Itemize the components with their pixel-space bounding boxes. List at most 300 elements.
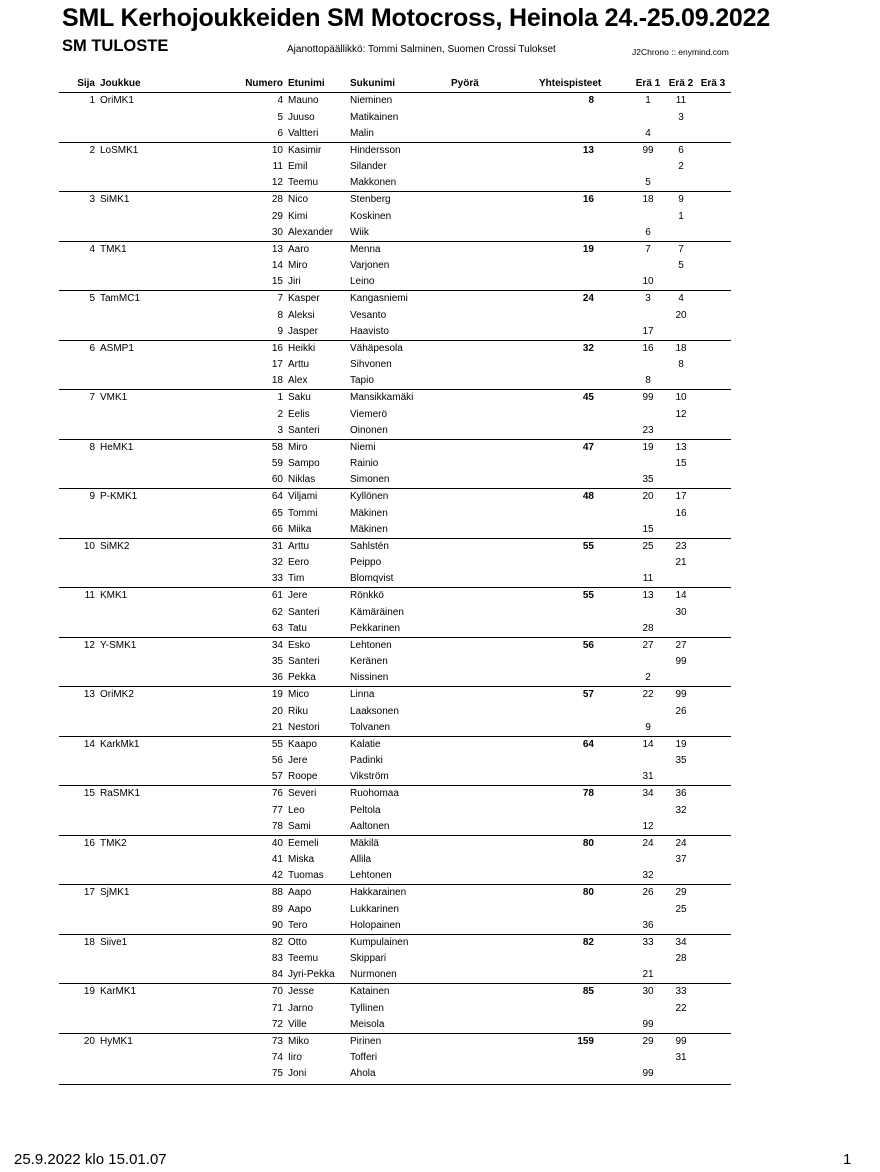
col-heat-3: Erä 3 xyxy=(700,78,726,89)
team-rank: 15 xyxy=(83,788,95,799)
team-block xyxy=(59,885,731,935)
rider-heat-2: 30 xyxy=(675,606,687,618)
rider-heat-2: 9 xyxy=(678,194,684,205)
rider-heat-1: 9 xyxy=(645,721,651,733)
team-name: RaSMK1 xyxy=(100,788,141,799)
team-name: TMK1 xyxy=(100,243,127,255)
rider-number: 59 xyxy=(271,458,283,469)
rider-last-name: Matikainen xyxy=(350,111,399,123)
rider-number: 58 xyxy=(271,441,283,453)
team-points: 32 xyxy=(582,342,594,354)
rider-first-name: Eero xyxy=(288,557,310,568)
rider-last-name: Holopainen xyxy=(350,919,401,931)
rider-first-name: Tuomas xyxy=(288,870,324,881)
team-rank: 18 xyxy=(83,936,95,948)
rider-heat-1: 16 xyxy=(642,342,654,354)
rider-first-name: Santeri xyxy=(288,424,320,436)
team-name: OriMK2 xyxy=(100,689,134,700)
rider-heat-1: 20 xyxy=(642,491,654,502)
rider-last-name: Stenberg xyxy=(350,194,391,205)
rider-heat-1: 30 xyxy=(642,986,654,997)
team-rank: 17 xyxy=(83,887,95,898)
rider-first-name: Pekka xyxy=(288,672,316,683)
col-points: Yhteispisteet xyxy=(539,78,602,89)
rider-last-name: Koskinen xyxy=(350,210,392,222)
rider-last-name: Tyllinen xyxy=(350,1002,384,1014)
rider-last-name: Varjonen xyxy=(350,260,390,271)
rider-first-name: Eelis xyxy=(288,408,310,420)
rider-number: 18 xyxy=(271,375,283,386)
page-number: 1 xyxy=(843,1151,852,1168)
team-name: ASMP1 xyxy=(100,342,134,354)
team-block xyxy=(59,836,731,886)
team-name: HyMK1 xyxy=(100,1035,133,1047)
rider-first-name: Tim xyxy=(288,573,305,584)
rider-number: 89 xyxy=(271,903,283,915)
rider-first-name: Ville xyxy=(288,1018,307,1030)
rider-first-name: Teemu xyxy=(288,953,319,964)
rider-last-name: Niemi xyxy=(350,441,376,453)
team-rank: 8 xyxy=(89,441,95,453)
rider-heat-2: 99 xyxy=(675,689,687,700)
rider-last-name: Tofferi xyxy=(350,1052,378,1063)
rider-number: 11 xyxy=(272,161,283,172)
team-block xyxy=(59,935,731,985)
team-rank: 9 xyxy=(89,491,95,502)
team-block xyxy=(59,539,731,589)
rider-number: 34 xyxy=(271,639,283,651)
rider-last-name: Ahola xyxy=(350,1068,376,1079)
rider-last-name: Menna xyxy=(350,243,381,255)
rider-last-name: Mäkinen xyxy=(350,523,388,535)
rider-heat-2: 20 xyxy=(675,309,687,321)
rider-heat-1: 2 xyxy=(645,672,651,683)
rider-number: 4 xyxy=(277,95,283,106)
rider-last-name: Ruohomaa xyxy=(350,788,399,799)
rider-first-name: Heikki xyxy=(288,342,316,354)
rider-heat-2: 21 xyxy=(675,557,687,568)
rider-last-name: Vähäpesola xyxy=(350,342,403,354)
rider-heat-2: 2 xyxy=(678,161,684,172)
rider-first-name: Severi xyxy=(288,788,317,799)
rider-first-name: Jyri-Pekka xyxy=(288,969,335,980)
rider-first-name: Juuso xyxy=(288,111,315,123)
rider-last-name: Oinonen xyxy=(350,424,388,436)
team-rank: 5 xyxy=(89,293,95,304)
rider-number: 28 xyxy=(271,194,283,205)
rider-heat-1: 99 xyxy=(642,1068,654,1079)
rider-heat-1: 34 xyxy=(642,788,654,799)
rider-heat-1: 10 xyxy=(642,276,654,287)
rider-heat-1: 29 xyxy=(642,1035,654,1047)
rider-heat-2: 27 xyxy=(675,639,687,651)
rider-heat-2: 19 xyxy=(675,738,687,750)
rider-heat-2: 12 xyxy=(675,408,687,420)
rider-number: 63 xyxy=(271,622,283,634)
rider-number: 8 xyxy=(277,309,283,321)
col-team: Joukkue xyxy=(100,78,141,89)
rider-last-name: Mäkilä xyxy=(350,837,379,849)
team-name: TMK2 xyxy=(100,837,127,849)
rider-number: 71 xyxy=(271,1002,283,1014)
rider-heat-1: 17 xyxy=(642,325,654,337)
rider-last-name: Lehtonen xyxy=(350,639,392,651)
rider-last-name: Nissinen xyxy=(350,672,389,683)
rider-number: 5 xyxy=(277,111,283,123)
rider-last-name: Kumpulainen xyxy=(350,936,409,948)
team-block xyxy=(59,390,731,440)
rider-heat-1: 11 xyxy=(642,573,654,584)
rider-number: 15 xyxy=(271,276,283,287)
rider-last-name: Nurmonen xyxy=(350,969,397,980)
rider-number: 90 xyxy=(271,919,283,931)
rider-last-name: Laaksonen xyxy=(350,705,399,717)
team-name: OriMK1 xyxy=(100,95,134,106)
rider-last-name: Simonen xyxy=(350,474,390,485)
rider-number: 62 xyxy=(271,606,283,618)
team-points: 64 xyxy=(582,738,594,750)
team-block xyxy=(59,192,731,242)
rider-heat-2: 7 xyxy=(678,243,684,255)
rider-last-name: Mansikkamäki xyxy=(350,392,414,403)
rider-heat-1: 99 xyxy=(642,392,654,403)
rider-heat-1: 13 xyxy=(642,590,654,601)
rider-number: 83 xyxy=(271,953,283,964)
rider-number: 66 xyxy=(271,523,283,535)
rider-first-name: Nestori xyxy=(288,721,320,733)
rider-last-name: Linna xyxy=(350,689,375,700)
team-block xyxy=(59,143,731,193)
team-rank: 12 xyxy=(83,639,95,651)
rider-first-name: Miska xyxy=(288,854,315,865)
team-rank: 7 xyxy=(89,392,95,403)
rider-last-name: Wiik xyxy=(350,226,369,238)
rider-heat-1: 6 xyxy=(645,226,651,238)
rider-first-name: Alexander xyxy=(288,226,334,238)
rider-number: 73 xyxy=(271,1035,283,1047)
rider-number: 42 xyxy=(271,870,283,881)
rider-first-name: Riku xyxy=(288,705,309,717)
rider-first-name: Jasper xyxy=(288,325,319,337)
rider-last-name: Silander xyxy=(350,161,387,172)
col-rank: Sija xyxy=(77,78,95,89)
rider-last-name: Kämäräinen xyxy=(350,606,404,618)
col-heat-2: Erä 2 xyxy=(668,78,694,89)
rider-first-name: Joni xyxy=(288,1068,307,1079)
rider-last-name: Tolvanen xyxy=(350,721,391,733)
team-points: 57 xyxy=(582,689,594,700)
rider-heat-2: 10 xyxy=(675,392,687,403)
rider-number: 75 xyxy=(271,1068,283,1079)
team-name: KMK1 xyxy=(100,590,128,601)
rider-heat-1: 28 xyxy=(642,622,654,634)
team-points: 159 xyxy=(577,1035,594,1047)
page-title: SML Kerhojoukkeiden SM Motocross, Heinola 24.-25.09.2022 xyxy=(62,4,771,32)
team-points: 78 xyxy=(582,788,594,799)
team-points: 45 xyxy=(582,392,594,403)
rider-number: 77 xyxy=(271,804,283,816)
rider-last-name: Rönkkö xyxy=(350,590,384,601)
rider-first-name: Iiro xyxy=(288,1052,302,1063)
rider-number: 55 xyxy=(271,738,283,750)
rider-first-name: Santeri xyxy=(288,606,320,618)
rider-last-name: Haavisto xyxy=(350,325,389,337)
team-name: Y-SMK1 xyxy=(100,639,137,651)
rider-heat-1: 4 xyxy=(645,127,651,139)
rider-last-name: Kalatie xyxy=(350,738,381,750)
rider-heat-2: 29 xyxy=(675,887,687,898)
rider-first-name: Tero xyxy=(288,919,308,931)
rider-first-name: Santeri xyxy=(288,656,320,667)
rider-first-name: Kasimir xyxy=(288,144,322,156)
rider-heat-2: 34 xyxy=(675,936,687,948)
rider-first-name: Saku xyxy=(288,392,311,403)
rider-last-name: Rainio xyxy=(350,458,379,469)
rider-heat-2: 24 xyxy=(675,837,687,849)
rider-last-name: Nieminen xyxy=(350,95,393,106)
team-points: 80 xyxy=(582,837,594,849)
rider-first-name: Kaapo xyxy=(288,738,317,750)
rider-number: 61 xyxy=(271,590,283,601)
rider-heat-1: 26 xyxy=(642,887,654,898)
col-last-name: Sukunimi xyxy=(350,78,396,89)
rider-first-name: Sami xyxy=(288,820,311,832)
team-rank: 10 xyxy=(83,540,95,552)
rider-last-name: Keränen xyxy=(350,656,388,667)
rider-last-name: Katainen xyxy=(350,986,390,997)
team-block xyxy=(59,588,731,638)
rider-first-name: Aleksi xyxy=(288,309,315,321)
team-points: 80 xyxy=(582,887,594,898)
rider-heat-1: 99 xyxy=(642,1018,654,1030)
rider-first-name: Arttu xyxy=(288,359,310,370)
team-block xyxy=(59,489,731,539)
rider-number: 84 xyxy=(271,969,283,980)
team-name: LoSMK1 xyxy=(100,144,139,156)
rider-heat-2: 37 xyxy=(675,854,687,865)
rider-first-name: Jesse xyxy=(288,986,315,997)
rider-first-name: Jere xyxy=(288,755,308,766)
rider-last-name: Malin xyxy=(350,127,374,139)
rider-first-name: Valtteri xyxy=(288,127,319,139)
team-block xyxy=(59,1034,731,1085)
team-points: 55 xyxy=(582,590,594,601)
rider-number: 60 xyxy=(271,474,283,485)
print-timestamp: 25.9.2022 klo 15.01.07 xyxy=(14,1151,167,1168)
team-name: KarMK1 xyxy=(100,986,137,997)
team-rank: 1 xyxy=(89,95,95,106)
team-points: 85 xyxy=(582,986,594,997)
team-points: 82 xyxy=(582,936,594,948)
team-block xyxy=(59,93,731,143)
rider-heat-1: 12 xyxy=(642,820,654,832)
rider-first-name: Tommi xyxy=(288,507,318,519)
rider-last-name: Blomqvist xyxy=(350,573,394,584)
rider-first-name: Viljami xyxy=(288,491,318,502)
col-first-name: Etunimi xyxy=(288,78,325,89)
rider-heat-2: 36 xyxy=(675,788,687,799)
rider-heat-1: 35 xyxy=(642,474,654,485)
rider-number: 9 xyxy=(277,325,283,337)
rider-last-name: Kyllönen xyxy=(350,491,389,502)
team-rank: 14 xyxy=(83,738,95,750)
rider-heat-2: 23 xyxy=(675,540,687,552)
rider-heat-2: 33 xyxy=(675,986,687,997)
rider-last-name: Leino xyxy=(350,276,375,287)
rider-last-name: Lukkarinen xyxy=(350,903,399,915)
team-block xyxy=(59,341,731,391)
rider-number: 76 xyxy=(271,788,283,799)
rider-first-name: Miro xyxy=(288,441,308,453)
rider-heat-1: 21 xyxy=(642,969,654,980)
rider-last-name: Aaltonen xyxy=(350,820,390,832)
team-block xyxy=(59,291,731,341)
rider-heat-1: 27 xyxy=(642,639,654,651)
team-name: Siive1 xyxy=(100,936,128,948)
rider-heat-2: 3 xyxy=(678,111,684,123)
rider-heat-2: 17 xyxy=(675,491,687,502)
rider-heat-1: 99 xyxy=(642,144,654,156)
rider-heat-1: 31 xyxy=(642,771,654,782)
rider-number: 72 xyxy=(271,1018,283,1030)
rider-heat-2: 22 xyxy=(675,1002,687,1014)
rider-number: 20 xyxy=(271,705,283,717)
team-block xyxy=(59,786,731,836)
team-block xyxy=(59,242,731,292)
rider-heat-1: 25 xyxy=(642,540,654,552)
rider-number: 40 xyxy=(271,837,283,849)
rider-heat-2: 28 xyxy=(675,953,687,964)
rider-number: 21 xyxy=(271,721,283,733)
rider-first-name: Alex xyxy=(288,375,308,386)
rider-number: 88 xyxy=(271,887,283,898)
rider-first-name: Jere xyxy=(288,590,308,601)
rider-number: 32 xyxy=(271,557,283,568)
team-name: SjMK1 xyxy=(100,887,130,898)
rider-first-name: Otto xyxy=(288,936,307,948)
rider-number: 12 xyxy=(271,177,283,188)
team-points: 56 xyxy=(582,639,594,651)
team-rank: 16 xyxy=(83,837,95,849)
rider-number: 31 xyxy=(271,540,283,552)
rider-last-name: Mäkinen xyxy=(350,507,388,519)
rider-first-name: Roope xyxy=(288,771,318,782)
rider-first-name: Tatu xyxy=(288,622,307,634)
results-table xyxy=(59,77,731,1085)
col-number: Numero xyxy=(245,78,283,89)
rider-number: 1 xyxy=(277,392,283,403)
team-rank: 13 xyxy=(83,689,95,700)
rider-heat-2: 5 xyxy=(678,260,684,271)
team-block xyxy=(59,687,731,737)
rider-last-name: Padinki xyxy=(350,755,383,766)
rider-last-name: Pekkarinen xyxy=(350,622,401,634)
rider-heat-1: 33 xyxy=(642,936,654,948)
rider-heat-2: 31 xyxy=(675,1052,687,1063)
rider-number: 70 xyxy=(271,986,283,997)
rider-heat-1: 18 xyxy=(642,194,654,205)
rider-number: 65 xyxy=(271,507,283,519)
rider-number: 29 xyxy=(271,210,283,222)
rider-last-name: Pirinen xyxy=(350,1035,382,1047)
team-name: TamMC1 xyxy=(100,293,141,304)
team-name: VMK1 xyxy=(100,392,128,403)
rider-number: 57 xyxy=(271,771,283,782)
rider-heat-2: 1 xyxy=(678,210,684,222)
team-name: HeMK1 xyxy=(100,441,134,453)
rider-number: 7 xyxy=(277,293,283,304)
rider-first-name: Arttu xyxy=(288,540,310,552)
rider-number: 82 xyxy=(271,936,283,948)
rider-first-name: Miko xyxy=(288,1035,310,1047)
team-points: 55 xyxy=(582,540,594,552)
credit-text: J2Chrono :: enymind.com xyxy=(632,47,729,57)
rider-first-name: Emil xyxy=(288,161,308,172)
rider-first-name: Niklas xyxy=(288,474,316,485)
team-rank: 6 xyxy=(89,342,95,354)
rider-heat-2: 8 xyxy=(678,359,684,370)
rider-number: 17 xyxy=(271,359,283,370)
rider-last-name: Allila xyxy=(350,854,372,865)
rider-heat-2: 14 xyxy=(675,590,687,601)
rider-heat-1: 32 xyxy=(642,870,654,881)
rider-last-name: Peippo xyxy=(350,557,382,568)
rider-heat-2: 35 xyxy=(675,755,687,766)
rider-number: 10 xyxy=(271,144,283,156)
rider-number: 13 xyxy=(271,243,283,255)
rider-first-name: Mico xyxy=(288,689,310,700)
rider-number: 78 xyxy=(271,820,283,832)
rider-number: 41 xyxy=(271,854,283,865)
rider-heat-1: 8 xyxy=(645,375,651,386)
rider-number: 74 xyxy=(271,1052,283,1063)
team-points: 19 xyxy=(582,243,594,255)
rider-heat-2: 99 xyxy=(675,1035,687,1047)
team-rank: 2 xyxy=(89,144,95,156)
rider-last-name: Peltola xyxy=(350,804,381,816)
rider-number: 19 xyxy=(271,689,283,700)
team-name: P-KMK1 xyxy=(100,491,138,502)
rider-heat-1: 19 xyxy=(642,441,654,453)
rider-heat-2: 25 xyxy=(675,903,687,915)
rider-heat-1: 22 xyxy=(642,689,654,700)
rider-last-name: Hakkarainen xyxy=(350,887,407,898)
rider-number: 3 xyxy=(277,424,283,436)
rider-last-name: Sihvonen xyxy=(350,359,392,370)
rider-number: 56 xyxy=(271,755,283,766)
rider-first-name: Aaro xyxy=(288,243,310,255)
rider-last-name: Kangasniemi xyxy=(350,293,408,304)
rider-first-name: Esko xyxy=(288,639,311,651)
rider-heat-2: 15 xyxy=(675,458,687,469)
rider-first-name: Nico xyxy=(288,194,309,205)
rider-heat-2: 6 xyxy=(678,144,684,156)
rider-last-name: Tapio xyxy=(350,375,374,386)
rider-heat-2: 26 xyxy=(675,705,687,717)
rider-heat-1: 3 xyxy=(645,293,651,304)
rider-last-name: Vikström xyxy=(350,771,389,782)
rider-last-name: Hindersson xyxy=(350,144,401,156)
rider-first-name: Miika xyxy=(288,523,312,535)
rider-first-name: Miro xyxy=(288,260,308,271)
team-list xyxy=(59,93,731,1085)
rider-heat-1: 5 xyxy=(645,177,651,188)
rider-first-name: Kasper xyxy=(288,293,320,304)
rider-first-name: Teemu xyxy=(288,177,319,188)
rider-heat-2: 13 xyxy=(675,441,687,453)
rider-number: 16 xyxy=(271,342,283,354)
rider-heat-1: 15 xyxy=(642,523,654,535)
